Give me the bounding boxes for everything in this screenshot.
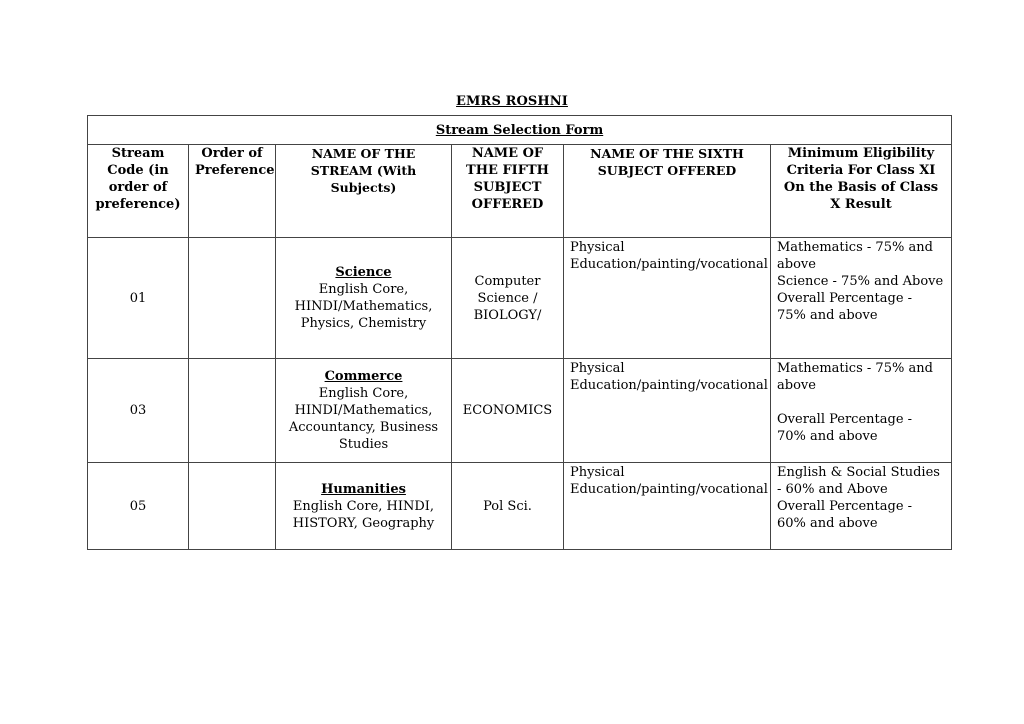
header-row xyxy=(88,145,952,238)
stream-cell xyxy=(276,463,452,550)
criteria-line: Mathematics - 75% and above xyxy=(777,361,933,393)
page-title: EMRS ROSHNI xyxy=(456,94,568,109)
stream-code-cell: 05 xyxy=(88,463,189,550)
stream-code-cell: 01 xyxy=(88,238,189,359)
criteria-line: Overall Percentage - 60% and above xyxy=(777,499,913,531)
stream-name: Commerce xyxy=(324,369,403,384)
criteria-line: Overall Percentage - 75% and above xyxy=(777,291,913,323)
criteria-spacer xyxy=(777,394,945,411)
order-of-preference-cell[interactable] xyxy=(189,359,276,463)
header-stream-code: Stream Code (in order of preference) xyxy=(88,145,189,238)
header-fifth-subject: NAME OF THE FIFTH SUBJECT OFFERED xyxy=(452,145,564,238)
stream-subjects: English Core, HINDI/Mathematics, Physics, Chemistry xyxy=(294,282,433,331)
stream-name: Humanities xyxy=(321,481,406,497)
eligibility-cell xyxy=(771,238,952,359)
form-title: Stream Selection Form xyxy=(88,116,952,145)
fifth-subject-cell: ECONOMICS xyxy=(452,359,564,463)
header-eligibility: Minimum Eligibility Criteria For Class XI On the Basis of Class X Result xyxy=(771,145,952,238)
sixth-subject-cell: Physical Education/painting/vocational xyxy=(564,238,771,359)
table-row xyxy=(88,359,952,463)
stream-subjects: English Core, HINDI/Mathematics, Accountancy, Business Studies xyxy=(288,386,439,452)
table-row xyxy=(88,238,952,359)
stream-code-cell: 03 xyxy=(88,359,189,463)
sixth-subject-cell: Physical Education/painting/vocational xyxy=(564,463,771,550)
sixth-subject-cell: Physical Education/painting/vocational xyxy=(564,359,771,463)
stream-cell xyxy=(276,238,452,359)
eligibility-cell xyxy=(771,463,952,550)
order-of-preference-cell[interactable] xyxy=(189,463,276,550)
criteria-line: Overall Percentage - 70% and above xyxy=(777,412,913,444)
table-row xyxy=(88,463,952,550)
stream-subjects: English Core, HINDI, HISTORY, Geography xyxy=(292,498,435,531)
form-title-row xyxy=(88,116,952,145)
criteria-line: Science - 75% and Above xyxy=(777,274,944,289)
eligibility-cell xyxy=(771,359,952,463)
criteria-line: Mathematics - 75% and above xyxy=(777,240,933,272)
header-sixth-subject: NAME OF THE SIXTH SUBJECT OFFERED xyxy=(564,145,771,238)
fifth-subject-cell: Pol Sci. xyxy=(452,463,564,550)
order-of-preference-cell[interactable] xyxy=(189,238,276,359)
header-order-of-preference: Order of Preference xyxy=(189,145,276,238)
fifth-subject-cell: Computer Science / BIOLOGY/ xyxy=(452,238,564,359)
criteria-line: English & Social Studies - 60% and Above xyxy=(777,465,940,497)
stream-name: Science xyxy=(335,265,392,280)
stream-cell xyxy=(276,359,452,463)
header-name-of-stream: NAME OF THE STREAM (With Subjects) xyxy=(276,145,452,238)
stream-selection-table xyxy=(87,115,952,550)
